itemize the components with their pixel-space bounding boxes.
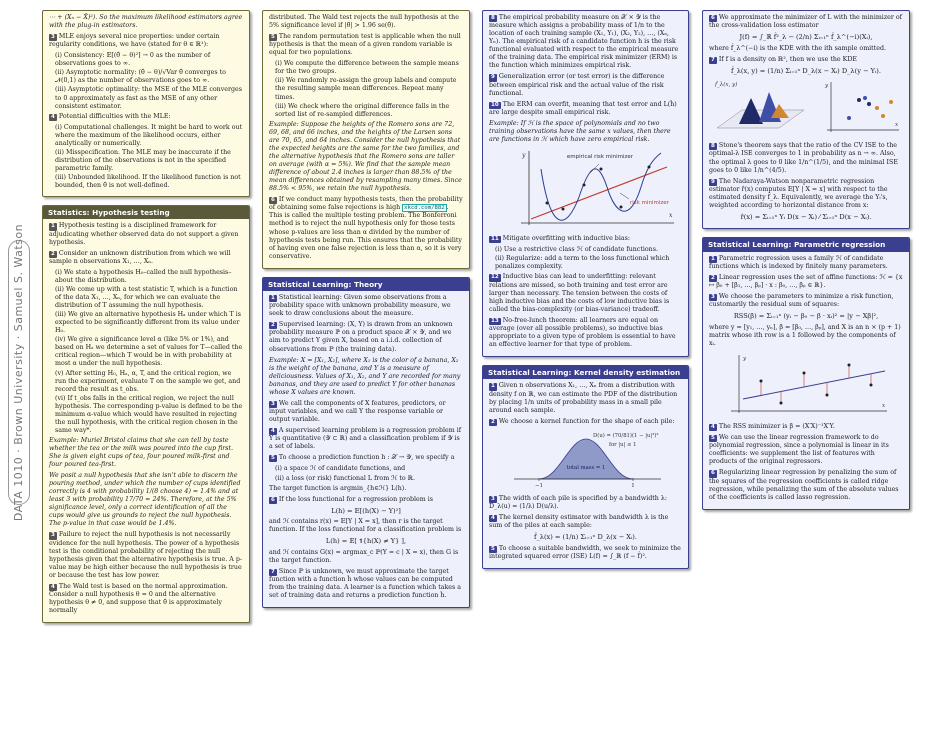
list-item: (i) Computational challenges. It might be hard to work out where the maximum of the likelihood occurs, either analytically or numerically. [55, 123, 243, 147]
section-title: Statistical Learning: Theory [263, 278, 469, 291]
item-number: 5 [271, 34, 275, 41]
item-number: 2 [271, 322, 275, 329]
y-axis-label: y [522, 152, 526, 160]
regression-plot [709, 351, 905, 417]
item-text: Inductive bias can lead to underfitting: relevant relations are missed, so both training and test error are larger than necessary. The tension between the costs of high inductive bias and the costs of low inductive bias is called the bias-complexity (or bias-variance) tradeoff. [489, 273, 670, 313]
risk-label: risk minimizer [630, 200, 669, 207]
example-text: Example: Muriel Bristol claims that she can tell by taste whether the tea or the milk was poured into the cup first. She is given eight cups of tea, four poured milk-first and four poured tea-first. [49, 436, 234, 469]
permutation-steps-list [275, 60, 463, 118]
item-text: The empirical probability measure on 𝒳 × 𝒴 is the measure which assigns a probability mass of 1/n to the location of each training sample (X₁, Y₁), (X₂, Y₂), …, (Xₙ, Yₙ). The empirical risk of a candidate function h is the risk functional evaluated with respect to the empirical measure of the training data. The empirical risk minimizer (ERM) is the function which minimizes empirical risk. [489, 14, 679, 70]
item-text: If we conduct many hypothesis tests, then the probability of obtaining some false rejections is high [269, 196, 463, 212]
item-number: 4 [711, 423, 715, 430]
empirical-risk-curve [541, 153, 661, 220]
item-text: Stone's theorem says that the ratio of the CV ISE to the optimal-λ ISE converges to 1 in probability as n → ∞. Also, the optimal λ goes to 0 like 1/n^(1/5), and the minimal ISE goes to 0 like 1/n^(4/5). [709, 142, 898, 174]
list-item: (iii) Asymptotic optimality: the MSE of the MLE converges to 0 approximately as fast as the MSE of any other consistent estimator. [55, 86, 243, 110]
data-point [760, 379, 763, 382]
kde-item-9 [709, 178, 903, 210]
theory-item-5 [269, 454, 463, 462]
item-number: 4 [51, 113, 55, 120]
y-axis-label: y [825, 83, 829, 90]
theory-item-10 [489, 101, 682, 117]
equation: L(h) = 𝔼[(h(X) − Y)²] [331, 506, 401, 515]
section-title: Statistical Learning: Kernel density estimation [483, 366, 688, 379]
equation: f̂_λ(x) = (1/n) Σᵢ₌₁ⁿ D_λ(x − Xᵢ). [534, 533, 637, 542]
item-number: 3 [51, 532, 55, 539]
sample-point [881, 114, 885, 118]
list-item: (iii) We give an alternative hypothesis Hₐ under which T is expected to be significantly different from its value under H₀. [55, 311, 241, 335]
example-text: We posit a null hypothesis that she isn't able to discern the pouring method, under which the number of cups identified correctly is 4 with probability 1/(8 choose 4) ≈ 1.4% and at least 3 with probability 17/70 ≈ 24%. Therefore, at the 5% significance level, only a correct identification of all the cups would give us grounds to reject the null hypothesis. The p-value in that case would be 1.4%. [49, 472, 241, 528]
kde-item-3 [489, 495, 682, 511]
equation: f̂_λ(x, y) = (1/n) Σᵢ₌₁ⁿ D_λ(x − Xᵢ) D_λ(y − Yᵢ). [731, 66, 881, 75]
xkcd-link[interactable]: xkcd.com/882 [404, 205, 445, 212]
regression-figure [709, 351, 903, 420]
item-text: We call the components of X features, predictors, or input variables, and we call Y the response variable or output variable. [269, 399, 446, 423]
list-item: (i) We state a hypothesis H₀–called the null hypothesis–about the distribution. [55, 268, 232, 284]
data-point [583, 184, 586, 187]
item-number: 5 [271, 455, 275, 462]
hyp-item-5 [269, 33, 463, 57]
regression-line [743, 371, 885, 399]
surface-label: f̂_λ(x, y) [715, 82, 738, 89]
sidebar-label-text: DATA 1010 · Brown University · Samuel S. Watson [12, 223, 26, 522]
list-item: (iii) We check where the original difference falls in the sorted list of re-sampled differences. [275, 102, 450, 118]
list-item: (ii) a loss (or risk) functional L from ℋ to ℝ. [275, 474, 415, 482]
hypothesis-testing-box [42, 205, 250, 623]
kernel-equation: D(u) = (70/81)(1 − |u|³)³ [593, 432, 659, 439]
kde-continued-box [702, 10, 910, 229]
list-item: (ii) Misspecification. The MLE may be inaccurate if the distribution of the observations is not in the specified parametric family. [55, 148, 231, 173]
empirical-label: empirical risk minimizer [566, 154, 634, 161]
equation: r̂(x) = Σᵢ₌₁ⁿ Yᵢ D(x − Xᵢ) ⁄ Σᵢ₌₁ⁿ D(x − Xᵢ). [740, 212, 872, 221]
list-item: (i) a space ℋ of candidate functions, and [275, 465, 406, 473]
x-axis-label: x [669, 212, 673, 220]
item-text: To choose a prediction function h : 𝒳 → 𝒴, we specify a [278, 454, 455, 462]
list-item: (i) Consistency: 𝔼[(θ̂ − θ)²] → 0 as the number of observations goes to ∞. [55, 52, 211, 68]
item-text: Failure to reject the null hypothesis is not necessarily evidence for the null hypothesis. The power of a hypothesis test is the conditional probability of rejecting the null hypothesis given that the alternative hypothesis is true. A p-value may be high either because the null hypothesis is true or because the test has low power. [49, 531, 242, 579]
learning-theory-box [262, 277, 470, 608]
kde-box [482, 365, 689, 569]
sidebar-label [8, 223, 30, 522]
param-item-5 [709, 434, 903, 466]
list-item: (i) We compute the difference between the sample means for the two groups. [275, 60, 459, 76]
item-number: 7 [271, 568, 275, 575]
item-number: 3 [711, 294, 715, 301]
item-number: 10 [491, 101, 499, 108]
theory-item-8 [489, 14, 682, 70]
overfitting-plot [489, 147, 684, 229]
theory-item-4 [269, 427, 463, 451]
item-number: 1 [271, 295, 275, 302]
sample-point [867, 102, 871, 106]
item-number: 4 [491, 515, 495, 522]
data-point [648, 166, 651, 169]
kde-item-1 [489, 382, 682, 414]
item-number: 9 [491, 74, 495, 81]
item-text: . This is called the multiple testing problem. The Bonferroni method is to reject the null hypothesis only for those tests whose p-values are less than α divided by the number of hypothesis tests being run. This ensures that the probability of having even one false rejection is less than α, so it is very conservative. [269, 204, 462, 260]
param-item-2 [709, 274, 903, 290]
data-point [780, 401, 783, 404]
param-item-6 [709, 469, 903, 501]
paragraph-text: where y = [y₁, …, yₙ], β = [β₀, …, βₚ], and X is an n × (p + 1) matrix whose ith row is a 1 followed by the components of xᵢ. [709, 323, 901, 347]
equation: RSS(β) = Σᵢ₌₁ⁿ (yᵢ − β₀ − β · xᵢ)² = |y − Xβ|², [733, 312, 879, 321]
item-text: Consider an unknown distribution from which we will sample n observations X₁, …, Xₙ. [49, 249, 231, 265]
kde-item-5 [489, 545, 682, 561]
paragraph-text: and ℋ contains G(x) = argmax_c ℙ(Y = c | X = x), then G is the target function. [269, 548, 459, 564]
theory-item-7 [269, 568, 463, 600]
item-text: Parametric regression uses a family ℋ of candidate functions which is indexed by finitely many parameters. [709, 254, 888, 270]
item-text: If the loss functional for a regression problem is [278, 495, 433, 503]
data-point [546, 202, 549, 205]
sample-point [875, 106, 879, 110]
item-number: 5 [711, 435, 715, 442]
list-item: (ii) We randomly re-assign the group labels and compute the resulting sample mean differences. Repeat many times. [275, 77, 457, 101]
list-item: (ii) Regularize: add a term to the loss functional which penalizes complexity. [495, 255, 670, 271]
kernel-condition: for |u| ≤ 1 [609, 441, 637, 448]
hyp-continued-box [262, 10, 470, 269]
sample-point [863, 96, 867, 100]
item-text: The Nadaraya-Watson nonparametric regression estimator r̂(x) computes 𝔼[Y | X = x] with respect to the estimated density f̂_λ. Equivalently, we average the Yᵢ's, weighted according to horizontal distance from x: [709, 177, 888, 209]
item-number: 4 [51, 583, 55, 590]
item-number: 8 [491, 15, 495, 21]
overfitting-figure [489, 147, 682, 232]
data-point [848, 363, 851, 366]
item-text: Statistical learning: Given some observations from a probability space with unknown probability measure, we seek to draw conclusions about the measure. [269, 294, 451, 318]
item-number: 12 [491, 274, 499, 281]
wald-text: distributed. The Wald test rejects the null hypothesis at the 5% significance level if |θ̂| > 1.96 se(θ̂). [269, 14, 459, 30]
item-number: 9 [711, 178, 715, 185]
hyp-item-2 [49, 250, 243, 266]
item-text: Since ℙ is unknown, we must approximate the target function with a function ĥ whose values can be computed from the training data. A learner is a function which takes a set of training data and returns a prediction function ĥ. [269, 567, 462, 600]
item-number: 8 [711, 143, 715, 150]
item-text: Linear regression uses the set of affine functions: ℋ = {x ↦ β₀ + [β₁, …, βₚ] · x : β₀, …, βₚ ∈ ℝ}. [709, 273, 903, 290]
theory-item-12 [489, 273, 682, 313]
hyp-item-3 [49, 531, 243, 579]
item-number: 4 [271, 428, 275, 435]
tick-label: −1 [534, 482, 544, 489]
item-text: MLE enjoys several nice properties: under certain regularity conditions, we have (stated for θ ∈ ℝ¹): [49, 33, 220, 49]
param-item-4 [709, 423, 903, 431]
item-number: 6 [711, 15, 715, 21]
item-text: If f is a density on ℝ², then we use the KDE [718, 55, 857, 63]
item-number: 1 [491, 383, 495, 390]
list-item: (iii) Unbounded likelihood. If the likelihood function is not bounded, then θ̂ is not well-defined. [55, 174, 241, 190]
kde-2d-plot [709, 78, 905, 136]
item-number: 6 [271, 197, 275, 204]
data-point [600, 168, 603, 171]
kde-item-7 [709, 56, 903, 64]
kde-2d-figure [709, 78, 903, 139]
hyp-item-6 [269, 196, 463, 261]
data-point [826, 393, 829, 396]
item-text: We approximate the minimizer of L with the minimizer of the cross-validation loss estimator [709, 14, 902, 30]
item-text: The random permutation test is applicable when the null hypothesis is that the mean of a given random variable is equal for two populations. [269, 33, 461, 57]
theory-continued-box [482, 10, 689, 357]
data-point [803, 371, 806, 374]
column-4 [702, 10, 910, 518]
y-axis-label: y [743, 355, 747, 362]
list-item: (iv) We give a significance level α (like 5% or 1%), and based on Hₐ we determine a set of values for T—called the critical region—which T would be in with probability at most α under the null hypothesis. [55, 336, 243, 368]
hyp-steps-list [55, 269, 243, 435]
item-text: We choose the parameters to minimize a risk function, customarily the residual sum of squares: [709, 293, 894, 309]
column-3 [482, 10, 689, 577]
data-point [620, 206, 623, 209]
kde-item-6 [709, 14, 903, 30]
target-function-text: The target function is argmin_{h∈ℋ} L(h). [269, 484, 407, 492]
paragraph-text: and ℋ contains r(x) = 𝔼[Y | X = x], then r is the target function. If the loss functional for a classification problem is [269, 518, 462, 534]
mle-properties-list [55, 52, 243, 110]
item-text: Given n observations X₁, …, Xₙ from a distribution with density f on ℝ, we can estimate the PDF of the distribution by placing 1/n units of probability mass in a small pile around each sample. [489, 382, 678, 414]
learner-spec-list [275, 465, 463, 482]
item-number: 13 [491, 317, 499, 324]
equation: L(h) = 𝔼[ 𝟏{h(X) ≠ Y} ], [325, 537, 407, 546]
hyp-item-1 [49, 222, 243, 246]
sample-point [847, 116, 851, 120]
item-number: 1 [711, 255, 715, 262]
item-text: Supervised learning: (X, Y) is drawn from an unknown probability measure ℙ on a product space 𝒳 × 𝒴, and we aim to predict Y given X, based on a i.i.d. collection of observations from ℙ (the training data). [269, 321, 453, 353]
data-point [562, 208, 565, 211]
list-item: (ii) Asymptotic normality: (θ̂ − θ)/√Var θ̂ converges to 𝒩(0,1) as the number of observations goes to ∞. [55, 69, 226, 85]
item-text: The ERM can overfit, meaning that test error and L(ĥ) are large despite small empirical risk. [489, 100, 677, 116]
theory-item-3 [269, 400, 463, 424]
pointer-line [590, 164, 599, 173]
param-item-1 [709, 255, 903, 271]
tick-label: 1 [631, 482, 635, 489]
hyp-item-4 [49, 583, 243, 615]
item-number: 1 [51, 223, 55, 230]
item-number: 2 [711, 274, 715, 281]
item-text: Potential difficulties with the MLE: [58, 112, 171, 120]
equation: J(f) = ∫_ℝ f̂²_λ − (2/n) Σᵢ₌₁ⁿ f̂_λ^(−i)(Xᵢ), [739, 33, 873, 42]
item-number: 2 [491, 418, 495, 425]
section-title: Statistics: Hypothesis testing [43, 206, 249, 219]
item-number: 3 [51, 34, 55, 41]
theory-item-6 [269, 496, 463, 504]
item-text: Mitigate overfitting with inductive bias: [502, 235, 630, 243]
kde-item-4 [489, 514, 682, 530]
example-text: Example: Suppose the heights of the Romero sons are 72, 69, 68, and 66 inches, and the heights of the Larsen sons are 70, 65, and 64 inches. Consider the null hypothesis that the expected heights are the same for the two families, and the alternative hypothesis that the Romero sons are taller on average (with α = 5%). We find that the sample mean difference of about 2.4 inches is larger than 88.5% of the mean differences obtained by resampling many times. Since 88.5% < 95%, we retain the null hypothesis. [269, 120, 462, 193]
item-text: A supervised learning problem is a regression problem if Y is quantitative (𝒴 ⊂ ℝ) and a classification problem if 𝒴 is a set of labels. [269, 427, 462, 451]
item-text: Generalization error (or test error) is the difference between empirical risk and the actual value of the risk functional. [489, 73, 665, 97]
item-number: 3 [491, 495, 495, 502]
item-number: 6 [711, 470, 715, 477]
item-text: The width of each pile is specified by a bandwidth λ: D_λ(u) = (1/λ) D(u/λ). [489, 494, 667, 510]
item-number: 5 [491, 545, 495, 552]
item-text: The kernel density estimator with bandwidth λ is the sum of the piles at each sample: [489, 514, 669, 530]
list-item: (vi) If t_obs falls in the critical region, we reject the null hypothesis. The corresponding p-value is defined to be the minimum α-value which would have resulted in rejecting the null hypothesis, with the critical region chosen in the same way*. [55, 394, 243, 434]
theory-item-2 [269, 321, 463, 353]
item-number: 2 [51, 250, 55, 257]
mle-item-3 [49, 33, 243, 49]
theory-item-11 [489, 235, 682, 243]
list-item: (v) After setting H₀, Hₐ, α, T, and the critical region, we run the experiment, evaluate T on the sample we get, and record the result as t_obs. [55, 369, 241, 393]
data-point [870, 383, 873, 386]
column-2 [262, 10, 470, 616]
example-text: Example: If ℋ is the space of polynomials and no two training observations have the same x values, then there are functions in ℋ which have zero empirical risk. [489, 119, 671, 143]
column-1 [42, 10, 250, 631]
kernel-plot [489, 429, 684, 489]
parametric-regression-box [702, 237, 910, 509]
item-text: Hypothesis testing is a disciplined framework for adjudicating whether observed data do not support a given hypothesis. [49, 222, 239, 246]
theory-item-1 [269, 294, 463, 318]
item-number: 3 [271, 400, 275, 407]
kernel-figure [489, 429, 682, 492]
item-text: The Wald test is based on the normal approximation. Consider a null hypothesis θ = 0 and the alternative hypothesis θ ≠ 0, and suppose that θ̂ is approximately normally [49, 582, 228, 615]
theory-item-13 [489, 317, 682, 349]
bias-list [495, 246, 682, 271]
sample-point [857, 98, 861, 102]
sample-point [889, 100, 893, 104]
item-text: To choose a suitable bandwidth, we seek to minimize the integrated squared error (ISE) L(f) = ∫_ℝ (f − f̂)². [489, 544, 681, 560]
pointer-line [620, 193, 629, 199]
total-mass-label: total mass = 1 [566, 464, 606, 471]
kde-item-8 [709, 142, 903, 174]
item-text: We can use the linear regression framework to do polynomial regression, since a polynomial is linear in its coefficients: we supplement the list of features with products of the original regressors. [709, 434, 889, 466]
item-text: No-free-lunch theorem: all learners are equal on average (over all possible problems), so inductive bias appropriate to a given type of problem is essential to have an effective learner for that type of problem. [489, 316, 676, 348]
item-text: Regularizing linear regression by penalizing the sum of the squares of the regression coefficients is called ridge regression, while penalizing the sum of the absolute values of the coefficients is called lasso regression. [709, 469, 899, 501]
mle-continued-box [42, 10, 250, 197]
mle-plugin-text: ⋯ + (Xₙ − X̄)²). So the maximum likelihood estimators agree with the plug-in estimators. [49, 14, 243, 30]
kde-item-2 [489, 418, 682, 426]
x-axis-label: x [882, 402, 886, 409]
param-item-3 [709, 293, 903, 309]
item-number: 6 [271, 496, 275, 503]
x-axis-label: x [895, 122, 899, 129]
item-text: The RSS minimizer is β = (X′X)⁻¹X′Y. [718, 422, 835, 430]
paragraph-text: where f̂_λ^(−i) is the KDE with the ith sample omitted. [709, 44, 887, 52]
section-title: Statistical Learning: Parametric regression [703, 238, 909, 251]
mle-difficulties-list [55, 124, 243, 190]
theory-item-9 [489, 73, 682, 97]
item-text: We choose a kernel function for the shape of each pile: [498, 417, 675, 425]
mle-item-4 [49, 113, 243, 121]
item-number: 11 [491, 236, 499, 243]
item-number: 7 [711, 56, 715, 63]
example-text: Example: X = [X₁, X₂], where X₁ is the color of a banana, X₂ is the weight of the banana, and Y is a measure of deliciousness. Values of X₁, X₂, and Y are recorded for many bananas, and they are used to predict Y for other bananas whose X values are known. [269, 356, 461, 396]
list-item: (ii) We come up with a test statistic T, which is a function of the data X₁, …, Xₙ, for which we can evaluate the distribution of T assuming the null hypothesis. [55, 286, 238, 310]
list-item: (i) Use a restrictive class ℋ of candidate functions. [495, 246, 658, 254]
